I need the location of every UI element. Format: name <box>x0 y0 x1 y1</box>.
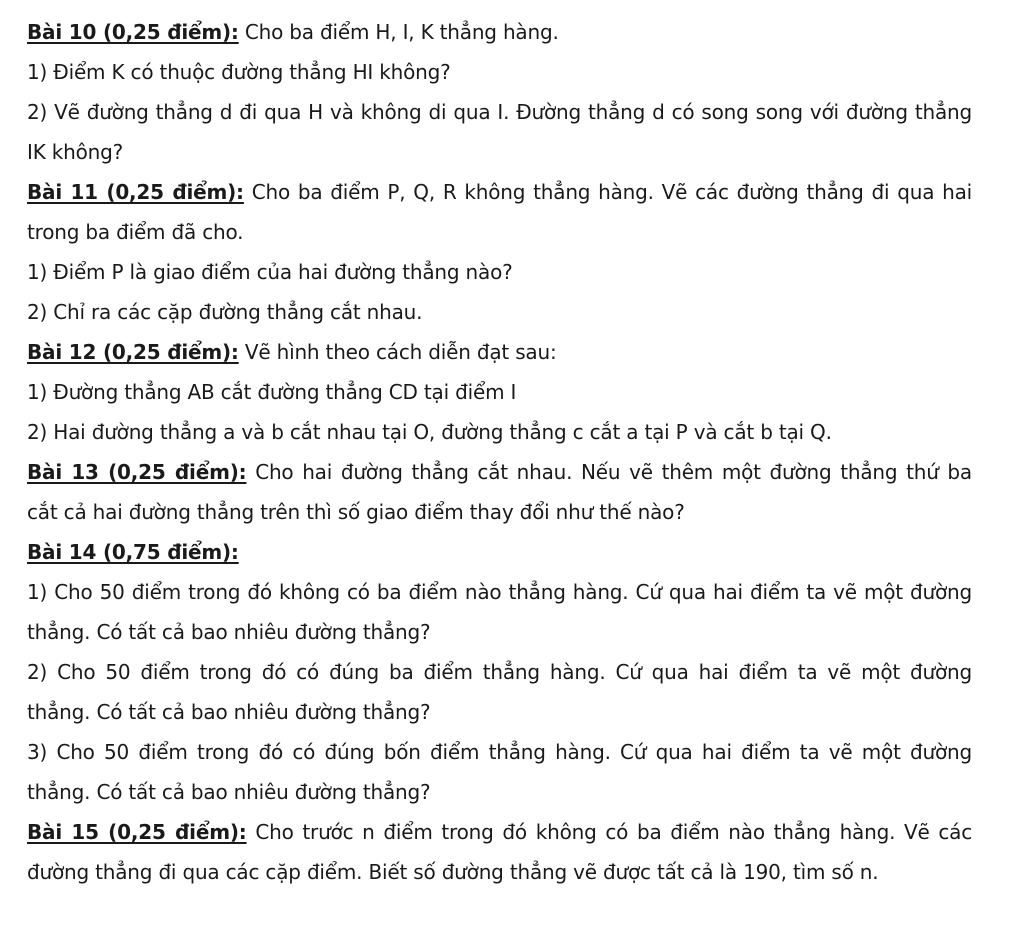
text-line <box>27 732 972 772</box>
text-line <box>27 292 972 332</box>
line-text: thẳng. Có tất cả bao nhiêu đường thẳng? <box>27 780 431 804</box>
line-text: 3) Cho 50 điểm trong đó có đúng bốn điểm thẳng hàng. Cứ qua hai điểm ta vẽ một đường <box>27 740 972 764</box>
line-text: 1) Cho 50 điểm trong đó không có ba điểm nào thẳng hàng. Cứ qua hai điểm ta vẽ một đường <box>27 580 972 604</box>
text-line <box>27 772 972 812</box>
line-text: 2) Vẽ đường thẳng d đi qua H và không di qua I. Đường thẳng d có song song với đường thẳng <box>27 100 972 124</box>
exercise-title: Bài 10 (0,25 điểm): <box>27 20 239 44</box>
text-line <box>27 852 972 892</box>
text-line <box>27 252 972 292</box>
line-text: đường thẳng đi qua các cặp điểm. Biết số đường thẳng vẽ được tất cả là 190, tìm số n. <box>27 860 879 884</box>
line-text: 1) Điểm P là giao điểm của hai đường thẳng nào? <box>27 260 513 284</box>
line-text: thẳng. Có tất cả bao nhiêu đường thẳng? <box>27 620 431 644</box>
text-line <box>27 692 972 732</box>
text-line <box>27 212 972 252</box>
text-line <box>27 612 972 652</box>
exercise-title: Bài 12 (0,25 điểm): <box>27 340 239 364</box>
line-text: 1) Đường thẳng AB cắt đường thẳng CD tại điểm I <box>27 380 517 404</box>
line-text: IK không? <box>27 140 124 164</box>
line-text: Vẽ hình theo cách diễn đạt sau: <box>238 340 557 364</box>
text-line <box>27 132 972 172</box>
line-text: Cho trước n điểm trong đó không có ba điểm nào thẳng hàng. Vẽ các <box>246 820 973 844</box>
text-line <box>27 92 972 132</box>
exercise-heading-line <box>27 812 972 852</box>
text-line <box>27 492 972 532</box>
exercise-title: Bài 14 (0,75 điểm): <box>27 540 239 564</box>
exercise-title: Bài 13 (0,25 điểm): <box>27 460 247 484</box>
exercise-heading-line <box>27 12 972 52</box>
text-line <box>27 572 972 612</box>
document-page <box>27 12 972 892</box>
exercise-title: Bài 11 (0,25 điểm): <box>27 180 244 204</box>
line-text: thẳng. Có tất cả bao nhiêu đường thẳng? <box>27 700 431 724</box>
exercise-heading-line <box>27 532 972 572</box>
line-text: 2) Hai đường thẳng a và b cắt nhau tại O, đường thẳng c cắt a tại P và cắt b tại Q. <box>27 420 832 444</box>
line-text: Cho hai đường thẳng cắt nhau. Nếu vẽ thêm một đường thẳng thứ ba <box>246 460 972 484</box>
text-line <box>27 52 972 92</box>
text-line <box>27 372 972 412</box>
line-text: 2) Chỉ ra các cặp đường thẳng cắt nhau. <box>27 300 423 324</box>
exercise-heading-line <box>27 172 972 212</box>
text-line <box>27 652 972 692</box>
line-text: 2) Cho 50 điểm trong đó có đúng ba điểm thẳng hàng. Cứ qua hai điểm ta vẽ một đường <box>27 660 972 684</box>
exercise-title: Bài 15 (0,25 điểm): <box>27 820 247 844</box>
text-line <box>27 412 972 452</box>
line-text: trong ba điểm đã cho. <box>27 220 244 244</box>
line-text: Cho ba điểm P, Q, R không thẳng hàng. Vẽ các đường thẳng đi qua hai <box>243 180 973 204</box>
exercise-heading-line <box>27 332 972 372</box>
line-text: Cho ba điểm H, I, K thẳng hàng. <box>238 20 559 44</box>
exercise-heading-line <box>27 452 972 492</box>
line-text: 1) Điểm K có thuộc đường thẳng HI không? <box>27 60 451 84</box>
line-text: cắt cả hai đường thẳng trên thì số giao điểm thay đổi như thế nào? <box>27 500 685 524</box>
